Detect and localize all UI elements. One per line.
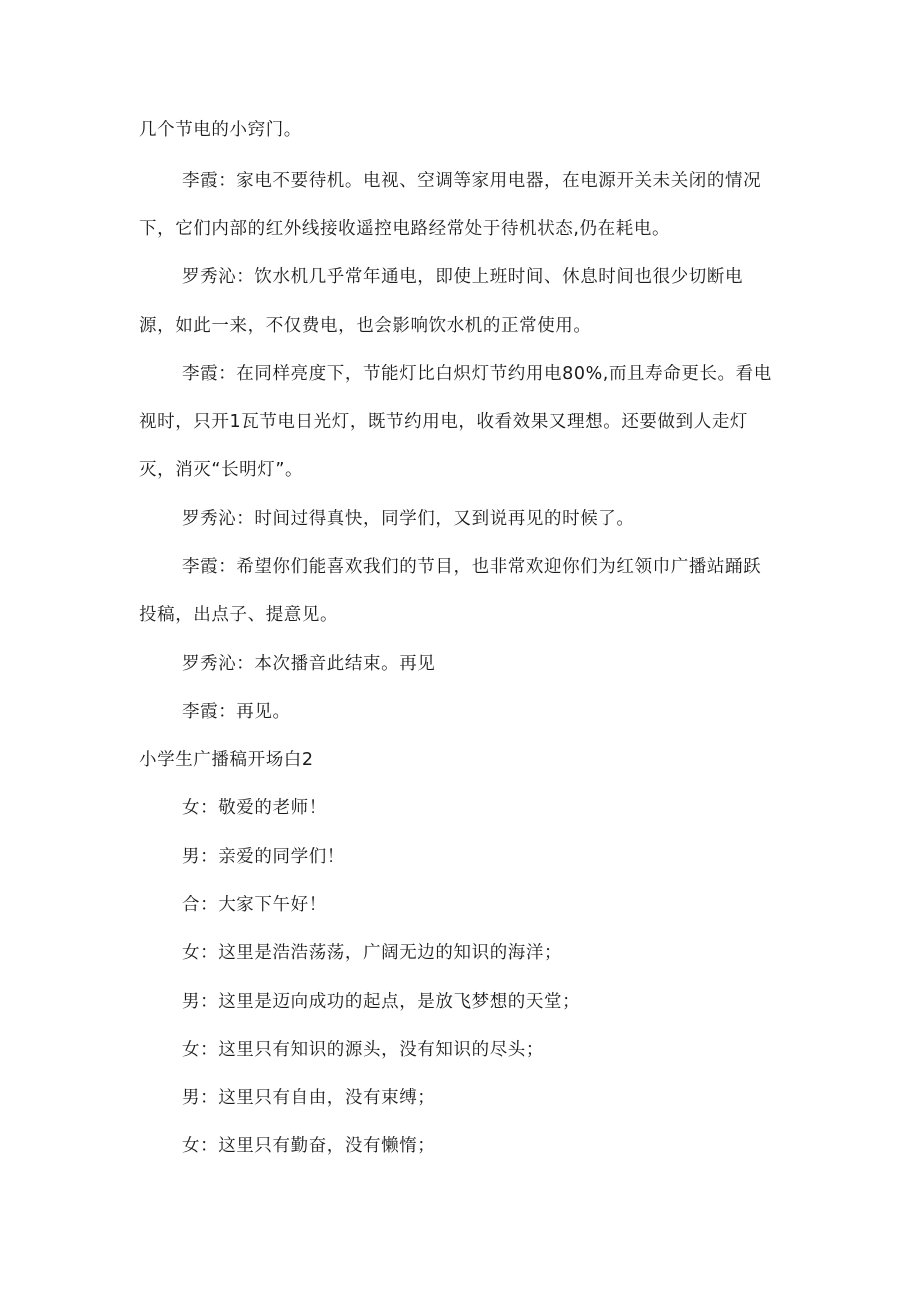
- text-line: 李霞：希望你们能喜欢我们的节目，也非常欢迎你们为红领巾广播站踊跃: [182, 557, 762, 577]
- text-line: 李霞：家电不要待机。电视、空调等家用电器，在电源开关未关闭的情况: [182, 171, 762, 191]
- text-line: 男：这里是迈向成功的起点，是放飞梦想的天堂；: [182, 992, 581, 1012]
- text-line: 源，如此一来，不仅费电，也会影响饮水机的正常使用。: [139, 316, 592, 336]
- text-line: 女：这里是浩浩荡荡，广阔无边的知识的海洋；: [182, 943, 563, 963]
- text-line: 男：亲爱的同学们！: [182, 847, 345, 867]
- text-line: 罗秀沁：本次播音此结束。再见: [182, 654, 436, 674]
- text-line: 几个节电的小窍门。: [139, 120, 302, 140]
- text-line: 合：大家下午好！: [182, 895, 327, 915]
- text-line: 女：这里只有勤奋，没有懒惰；: [182, 1136, 436, 1156]
- text-line: 罗秀沁：饮水机几乎常年通电，即使上班时间、休息时间也很少切断电: [182, 267, 744, 287]
- text-line: 灭，消灭“长明灯”。: [139, 460, 304, 480]
- text-line: 男：这里只有自由，没有束缚；: [182, 1088, 436, 1108]
- text-line: 投稿，出点子、提意见。: [139, 605, 339, 625]
- section-heading: 小学生广播稿开场白2: [139, 750, 314, 770]
- text-line: 下，它们内部的红外线接收遥控电路经常处于待机状态,仍在耗电。: [139, 219, 671, 239]
- text-line: 罗秀沁：时间过得真快，同学们，又到说再见的时候了。: [182, 509, 635, 529]
- text-line: 女：这里只有知识的源头，没有知识的尽头；: [182, 1040, 544, 1060]
- text-line: 视时，只开1瓦节电日光灯，既节约用电，收看效果又理想。还要做到人走灯: [139, 412, 749, 432]
- text-line: 李霞：再见。: [182, 702, 291, 722]
- text-line: 女：敬爱的老师！: [182, 798, 327, 818]
- text-line: 李霞：在同样亮度下，节能灯比白炽灯节约用电80%,而且寿命更长。看电: [182, 364, 772, 384]
